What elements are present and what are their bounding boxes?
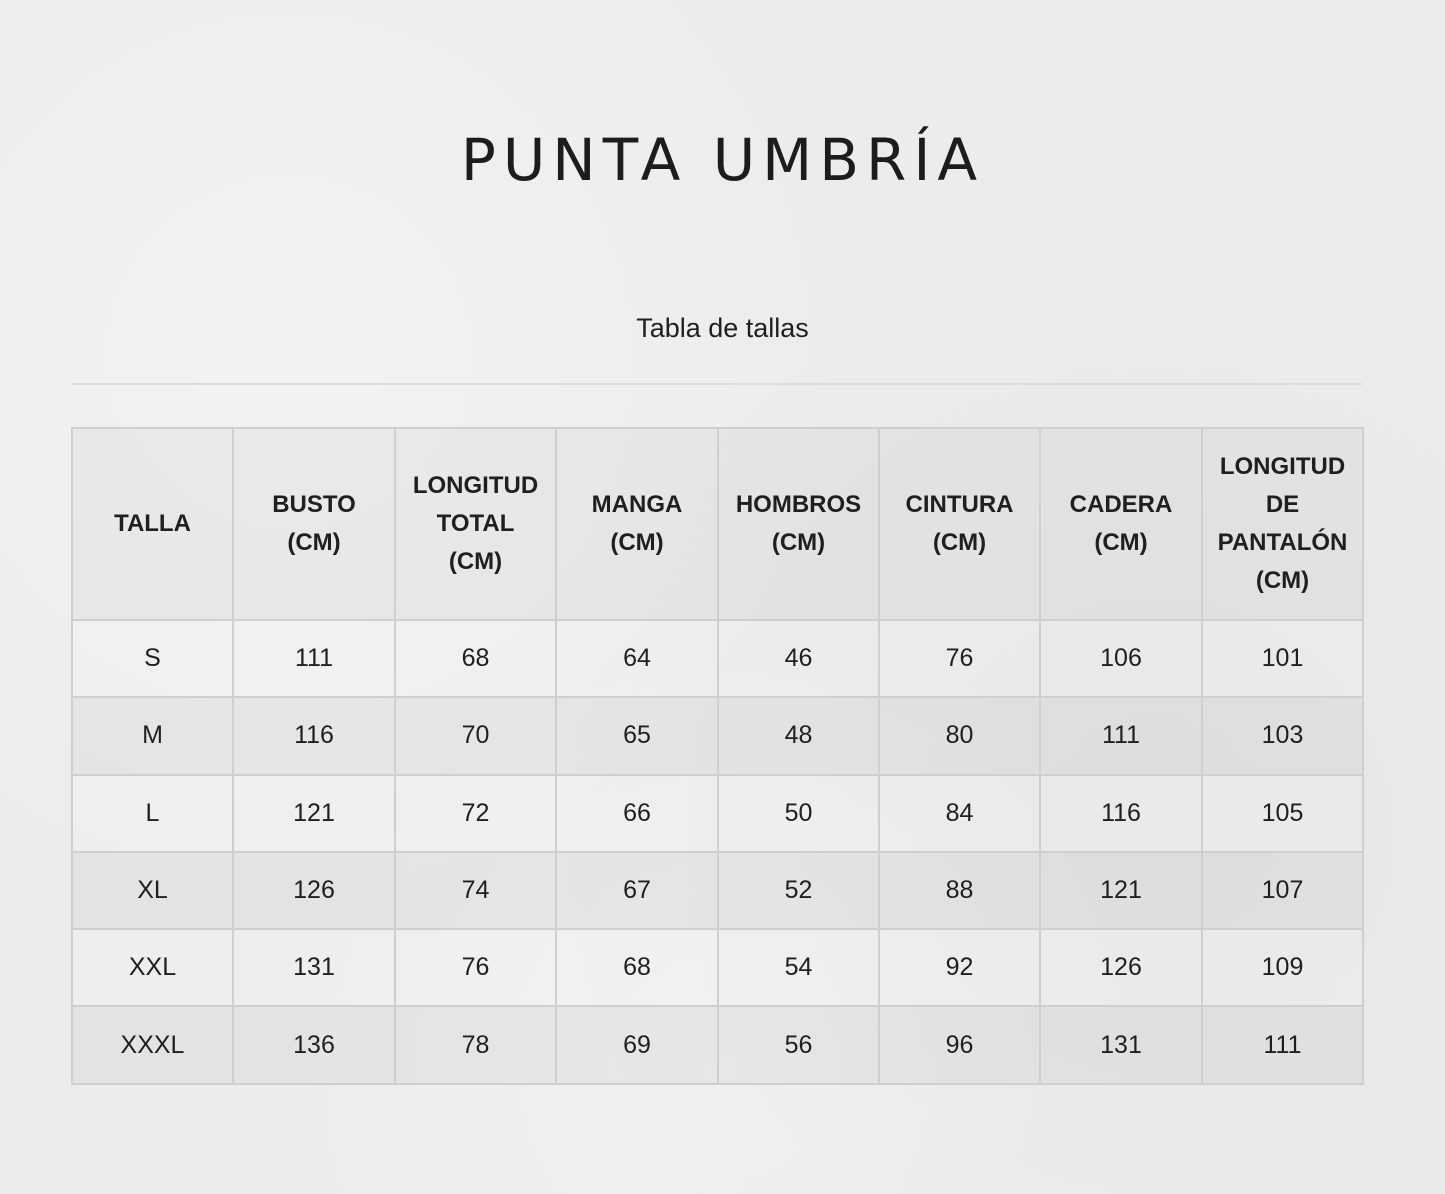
table-cell: 46 [718, 620, 879, 697]
table-cell: XXXL [72, 1006, 233, 1083]
table-cell: 136 [233, 1006, 395, 1083]
table-cell: 131 [233, 929, 395, 1006]
table-cell: 105 [1202, 775, 1363, 852]
header-line: (CM) [1255, 567, 1310, 594]
header-line: CINTURA [905, 491, 1014, 518]
header-line: (CM) [771, 529, 826, 556]
table-cell: 106 [1040, 620, 1202, 697]
table-cell: 64 [556, 620, 718, 697]
header-line: HOMBROS [735, 491, 862, 518]
header-line: PANTALÓN [1217, 529, 1348, 556]
table-cell: 131 [1040, 1006, 1202, 1083]
table-row [72, 929, 1363, 1006]
table-cell: 80 [879, 697, 1040, 774]
table-cell: 126 [1040, 929, 1202, 1006]
table-cell: 121 [233, 775, 395, 852]
table-cell: 126 [233, 852, 395, 929]
header-line: (CM) [1094, 529, 1148, 556]
table-cell: 96 [879, 1006, 1040, 1083]
header-line: LONGITUD [412, 472, 539, 499]
header-line: DE [1265, 491, 1300, 518]
table-cell: 103 [1202, 697, 1363, 774]
column-header-cintura [879, 428, 1040, 620]
column-header-manga [556, 428, 718, 620]
table-row [72, 620, 1363, 697]
table-cell: 67 [556, 852, 718, 929]
table-cell: XXL [72, 929, 233, 1006]
table-cell: 92 [879, 929, 1040, 1006]
table-cell: 76 [395, 929, 556, 1006]
table-cell: 116 [233, 697, 395, 774]
table-row [72, 775, 1363, 852]
table-cell: L [72, 775, 233, 852]
table-cell: 69 [556, 1006, 718, 1083]
header-line: (CM) [448, 548, 503, 575]
column-header-longitud-pantalon [1202, 428, 1363, 620]
size-table-caption: Tabla de tallas [636, 313, 809, 343]
table-row [72, 1006, 1363, 1083]
table-cell: 74 [395, 852, 556, 929]
table-cell: 68 [556, 929, 718, 1006]
header-line: TOTAL [436, 510, 515, 537]
page-title: PUNTA UMBRÍA [460, 126, 985, 194]
table-cell: 88 [879, 852, 1040, 929]
table-cell: 84 [879, 775, 1040, 852]
header-line: LONGITUD [1219, 453, 1346, 480]
divider [71, 383, 1362, 385]
table-cell: 111 [233, 620, 395, 697]
header-line: CADERA [1069, 491, 1173, 518]
table-cell: 101 [1202, 620, 1363, 697]
table-cell: M [72, 697, 233, 774]
table-cell: 107 [1202, 852, 1363, 929]
table-cell: 52 [718, 852, 879, 929]
column-header-busto [233, 428, 395, 620]
header-line: BUSTO [272, 491, 356, 518]
table-cell: XL [72, 852, 233, 929]
table-cell: 121 [1040, 852, 1202, 929]
size-chart-table [71, 427, 1364, 1085]
table-cell: 66 [556, 775, 718, 852]
table-cell: 56 [718, 1006, 879, 1083]
table-cell: 48 [718, 697, 879, 774]
table-cell: 72 [395, 775, 556, 852]
table-cell: 111 [1040, 697, 1202, 774]
column-header-hombros [718, 428, 879, 620]
table-row [72, 697, 1363, 774]
header-line: MANGA [591, 491, 683, 518]
column-header-cadera [1040, 428, 1202, 620]
table-header [72, 428, 1363, 620]
table-cell: 78 [395, 1006, 556, 1083]
table-body [72, 620, 1363, 1084]
column-header-longitud-total [395, 428, 556, 620]
header-line: (CM) [287, 529, 341, 556]
table-cell: 109 [1202, 929, 1363, 1006]
table-cell: S [72, 620, 233, 697]
table-cell: 54 [718, 929, 879, 1006]
header-row [72, 428, 1363, 620]
table-cell: 76 [879, 620, 1040, 697]
table-row [72, 852, 1363, 929]
table-cell: 70 [395, 697, 556, 774]
header-line: TALLA [114, 510, 191, 537]
table-cell: 111 [1202, 1006, 1363, 1083]
table-cell: 68 [395, 620, 556, 697]
column-header-talla [72, 428, 233, 620]
header-line: (CM) [932, 529, 987, 556]
header-line: (CM) [610, 529, 664, 556]
table-cell: 116 [1040, 775, 1202, 852]
table-cell: 50 [718, 775, 879, 852]
table-cell: 65 [556, 697, 718, 774]
